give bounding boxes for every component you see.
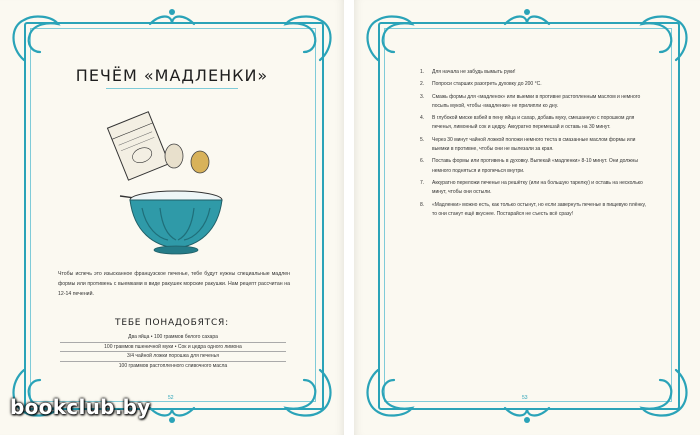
egg-icon [191,151,209,173]
left-page-number: 52 [168,395,174,401]
egg-icon [165,144,183,168]
recipe-intro: Чтобы испечь это изысканное французское печенье, тебе будут нужны специальные мадлен формы или противень с выемками в виде ракушек морские ракушки. Нам рецепт рассчитан на 12-14 печений. [58,271,290,297]
ornament-corner-top-right [642,17,687,60]
ingredients-list [60,333,286,370]
step-item: 7. Аккуратно переложи печенье на решётку (или на большую тарелку) и оставь на несколько минут, чтобы они остыли. [420,179,643,196]
step-item: 5. Через 30 минут чайной ложкой положи немного теста в смазанные маслом формы или выемки в противне, чтобы они не вылезали за края. [420,136,636,153]
ornament-corner-bottom-right [286,370,331,415]
recipe-steps [420,68,652,222]
ingredient-line: 100 граммов пшеничной муки • Сок и цедра одного лимона [60,342,286,352]
flour-pack-icon [107,112,169,180]
ornament-corner-bottom-right [642,370,687,415]
ornament-bottom-center [150,408,194,416]
ornament-corner-top-left [14,17,59,60]
step-item: 2. Попроси старших разогреть духовку до 200 °С. [420,81,542,88]
recipe-title: ПЕЧЁМ «МАДЛЕНКИ» [75,66,269,85]
ornament-top-center [505,17,549,25]
step-item: 4. В глубокой миске взбей в пену яйца и сахар, добавь муку, смешанную с порошком для печенья, лимонный сок и цедру. Аккуратно перемешай и оставь на 30 минут. [420,115,635,131]
site-watermark: bookclub.by [10,395,151,419]
ornament-corner-top-right [286,17,331,60]
ingredient-line: 3/4 чайной ложки порошка для печенья [60,351,286,361]
book-gutter [344,0,354,435]
title-underline [106,88,238,89]
step-item: 8. «Мадленки» можно есть, как только остынут, но если завернуть печенье в пищевую плёнку, то они станут ещё вкуснее. Постарайся не съесть всё сразу! [420,201,646,217]
ornament-corner-bottom-left [368,370,413,415]
illustration-bowl-icon [98,100,248,260]
step-item: 3. Смажь формы для «мадленок» или выемки в противне растопленным маслом и немного посыпь мукой, чтобы «мадленки» не прилипли ко дну. [420,93,641,109]
step-item: 6. Поставь формы или противень в духовку. Выпекай «мадленки» 8-10 минут. Они должны немного подняться и пропечься внутри. [420,158,638,174]
ornament-top-center [150,17,194,25]
step-item: 1. Для начала не забудь вымыть руки! [420,69,516,75]
ingredient-line: Два яйца • 100 граммов белого сахара [128,334,218,340]
ingredients-heading: ТЕБЕ ПОНАДОБЯТСЯ: [115,318,229,328]
ornament-corner-top-left [368,17,413,60]
ornament-bottom-center [505,408,549,416]
right-page-number: 53 [522,395,528,401]
ingredient-line: 100 граммов растопленного сливочного масла [60,361,286,371]
